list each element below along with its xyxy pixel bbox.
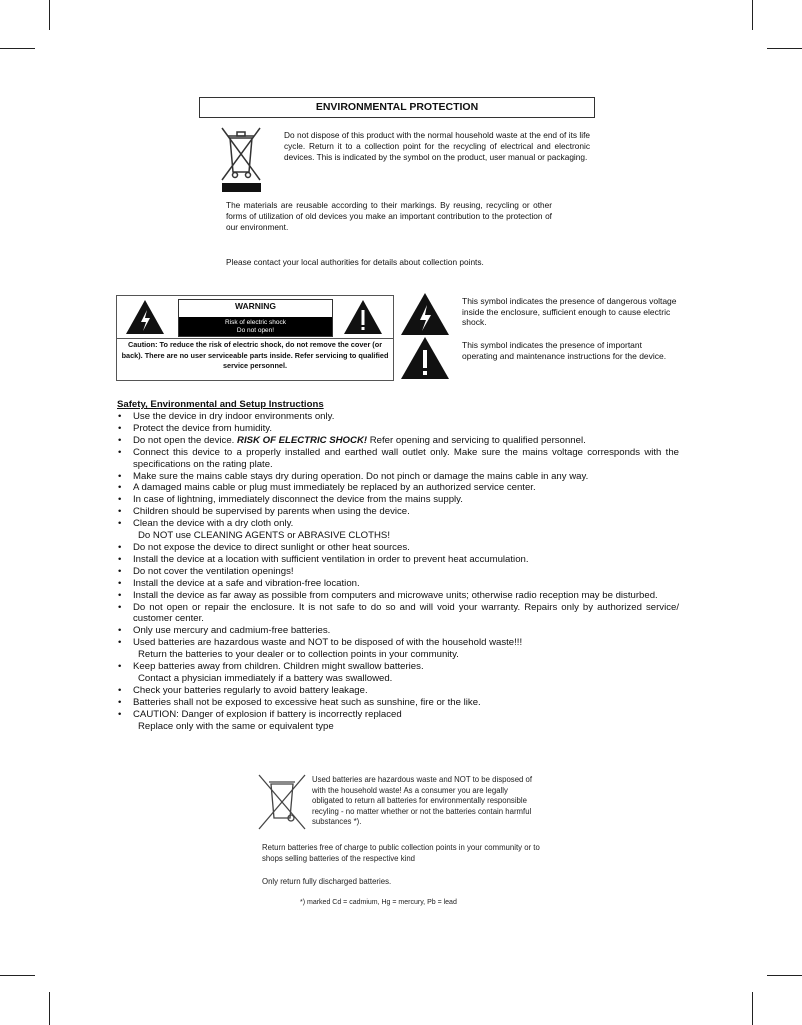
safety-item-text: Children should be supervised by parents when using the device.: [133, 506, 410, 518]
safety-item: [117, 506, 679, 518]
crop-mark: [767, 48, 802, 49]
warning-black-band: [179, 317, 332, 336]
safety-item-text: Install the device at a location with sufficient ventilation in order to prevent heat accumulation.: [133, 553, 529, 565]
safety-item-text: Use the device in dry indoor environments only.: [133, 411, 335, 422]
safety-item-text: Only use mercury and cadmium-free batteries.: [133, 625, 331, 637]
safety-item-subtext: Do NOT use CLEANING AGENTS or ABRASIVE CLOTHS!: [138, 530, 390, 542]
safety-item-text: Used batteries are hazardous waste and NOT to be disposed of with the household waste!!!: [133, 637, 523, 649]
safety-item: [117, 578, 679, 590]
safety-item: [117, 482, 679, 494]
crossed-bin-icon: [218, 124, 264, 194]
safety-item: [117, 625, 679, 637]
crop-mark: [752, 0, 753, 30]
crop-mark: [0, 975, 35, 976]
environmental-paragraph-3: Please contact your local authorities for details about collection points.: [226, 257, 484, 267]
crop-mark: [752, 992, 753, 1025]
safety-item-text: Do not expose the device to direct sunlight or other heat sources.: [133, 541, 410, 553]
environmental-paragraph-2: The materials are reusable according to their markings. By reusing, recycling or other forms of utilization of old devices you make an important contribution to the protection of our environment.: [226, 200, 552, 232]
safety-item-text: Batteries shall not be exposed to excessive heat such as sunshine, fire or the like.: [133, 696, 481, 708]
warning-title: WARNING: [234, 301, 277, 311]
warning-line-1: Risk of electric shock: [224, 319, 287, 326]
safety-item-text: Do not open the device.: [133, 434, 238, 446]
exclamation-symbol-description: This symbol indicates the presence of important operating and maintenance instructions for the device.: [462, 340, 667, 361]
safety-item-text: Keep batteries away from children. Children might swallow batteries.: [133, 661, 424, 673]
exclamation-symbol-icon: [400, 336, 450, 380]
safety-item-text: CAUTION: Danger of explosion if battery is incorrectly replaced: [133, 708, 402, 720]
warning-label: [116, 295, 394, 381]
safety-item-subtext: Return the batteries to your dealer or to collection points in your community.: [138, 649, 459, 661]
safety-item-text: Make sure the mains cable stays dry during operation. Do not pinch or damage the mains cable in any way.: [133, 470, 589, 482]
safety-item-text: Install the device at a safe and vibration-free location.: [133, 577, 360, 589]
safety-item: [117, 554, 679, 566]
battery-paragraph-2: Return batteries free of charge to public collection points in your community or to shops selling batteries of the respective kind: [262, 843, 540, 863]
safety-item: [117, 602, 679, 626]
crop-mark: [49, 0, 50, 30]
safety-item: [117, 685, 679, 697]
safety-instructions: [117, 399, 679, 732]
exclamation-warning-icon: [343, 299, 383, 335]
electric-shock-symbol-icon: [400, 292, 450, 336]
safety-item-text: Install the device as far away as possible from computers and microwave units; otherwise radio reception may be disturbed.: [133, 589, 658, 601]
battery-crossed-bin-icon: [256, 772, 308, 832]
crop-mark: [767, 975, 802, 976]
battery-paragraph-3: Only return fully discharged batteries.: [262, 877, 392, 886]
environmental-title: ENVIRONMENTAL PROTECTION: [199, 97, 595, 118]
safety-item-text: Do not open or repair the enclosure. It is not safe to do so and will void your warranty. Repairs only by authorized service/ customer center.: [133, 601, 679, 625]
safety-item-text: Check your batteries regularly to avoid battery leakage.: [133, 684, 368, 696]
safety-item-text: Clean the device with a dry cloth only.: [133, 518, 294, 530]
environmental-paragraph-1: Do not dispose of this product with the normal household waste at the end of its life cycle. Return it to a collection point for the recycling of electrical and electronic devices. This is indicated by the symbol on the product, user manual or packaging.: [284, 130, 590, 162]
safety-list: [117, 411, 679, 732]
safety-item: [117, 709, 679, 733]
electric-shock-symbol-description: This symbol indicates the presence of dangerous voltage inside the enclosure, sufficient enough to cause electric shock.: [462, 296, 677, 327]
safety-item-text: A damaged mains cable or plug must immediately be replaced by an authorized service center.: [133, 482, 536, 494]
safety-item: [117, 542, 679, 554]
warning-line-2: Do not open!: [236, 327, 275, 334]
safety-item: [117, 494, 679, 506]
safety-item-subtext: Replace only with the same or equivalent type: [138, 720, 334, 732]
safety-heading: Safety, Environmental and Setup Instructions: [117, 399, 324, 410]
safety-item-text: In case of lightning, immediately disconnect the device from the mains supply.: [133, 494, 463, 506]
safety-item: [117, 423, 679, 435]
warning-sign: [178, 299, 333, 337]
battery-paragraph-1: Used batteries are hazardous waste and NOT to be disposed of with the household waste! As a consumer you are legally obligated to return all batteries for environmentally responsible recyling - no matter whether or not the batteries contain harmful substances *).: [312, 775, 533, 827]
electric-shock-warning-icon: [125, 299, 165, 335]
safety-item: [117, 661, 679, 685]
crop-mark: [0, 48, 35, 49]
safety-item: [117, 447, 679, 471]
safety-item: [117, 590, 679, 602]
safety-item-emphasis: RISK OF ELECTRIC SHOCK!: [237, 434, 368, 446]
safety-item-text: Do not cover the ventilation openings!: [133, 565, 294, 577]
safety-item: [117, 518, 679, 542]
safety-item: [117, 637, 679, 661]
battery-footnote: *) marked Cd = cadmium, Hg = mercury, Pb = lead: [300, 899, 457, 906]
safety-item: [117, 566, 679, 578]
safety-item-text: Connect this device to a properly installed and earthed wall outlet only. Make sure the mains voltage corresponds with the specifications on the rating plate.: [133, 446, 679, 470]
safety-item: [117, 411, 679, 423]
safety-item-subtext: Contact a physician immediately if a battery was swallowed.: [138, 672, 393, 684]
safety-item-text: Refer opening and servicing to qualified personnel.: [367, 434, 586, 446]
safety-item: [117, 471, 679, 483]
crop-mark: [49, 992, 50, 1025]
safety-item-text: Protect the device from humidity.: [133, 422, 272, 434]
safety-item: [117, 697, 679, 709]
safety-item: [117, 435, 679, 447]
warning-caution-text: Caution: To reduce the risk of electric shock, do not remove the cover (or back). There are no user serviceable parts inside. Refer servicing to qualified service personnel.: [117, 338, 393, 372]
